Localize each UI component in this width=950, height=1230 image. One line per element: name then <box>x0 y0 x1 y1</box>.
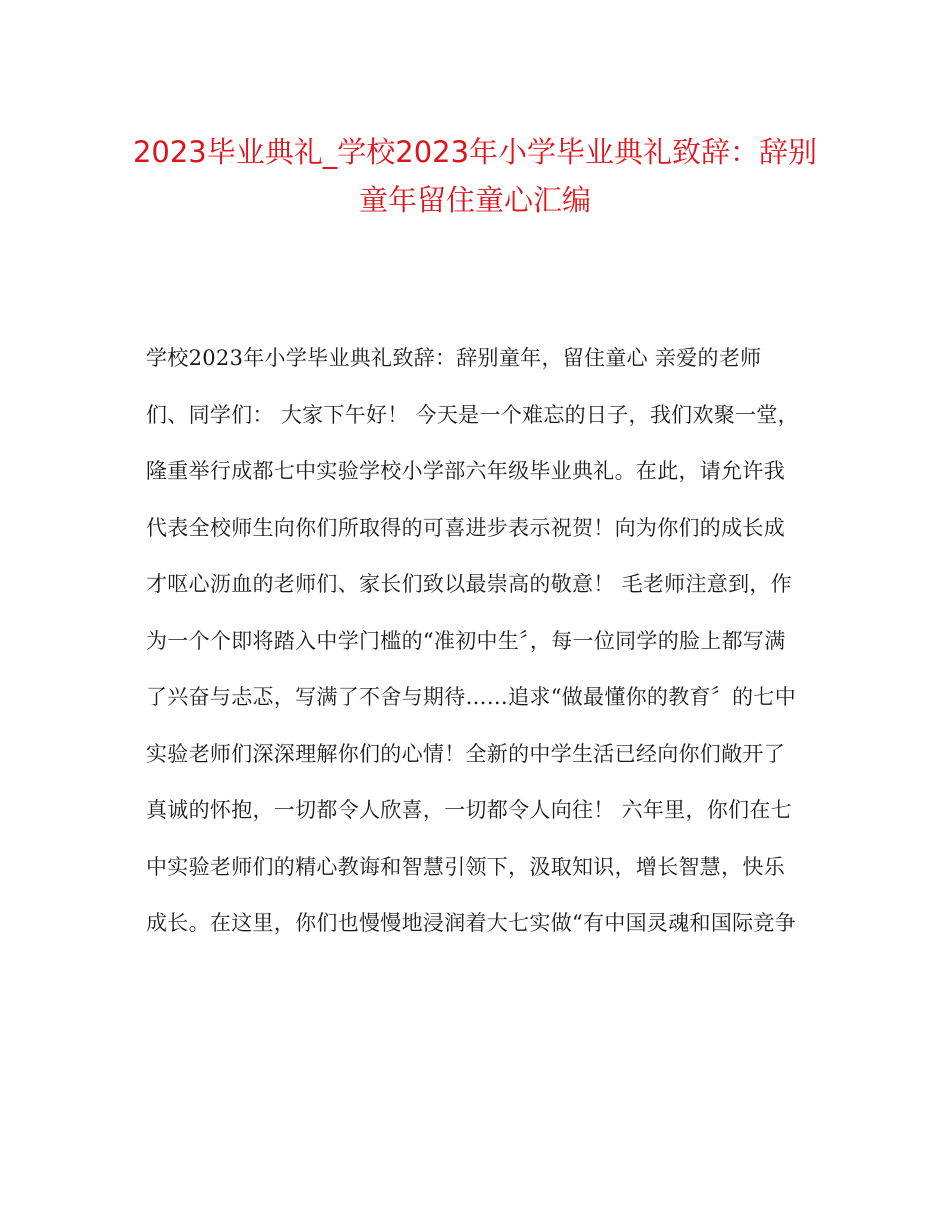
body-line: 成长。在这里，你们也慢慢地浸润着大七实做“有中国灵魂和国际竞争 <box>146 911 797 935</box>
title-line: 2023毕业典礼_学校2023年小学毕业典礼致辞：辞别 <box>132 135 818 169</box>
body-line: 才呕心沥血的老师们、家长们致以最崇高的敬意！ 毛老师注意到，作 <box>146 572 792 596</box>
body-line: 了兴奋与忐忑，写满了不舍与期待……追求“做最懂你的教育〞的七中 <box>146 685 797 709</box>
body-line: 中实验老师们的精心教诲和智慧引领下，汲取知识，增长智慧，快乐 <box>146 854 785 879</box>
body-line: 学校2023年小学毕业典礼致辞：辞别童年，留住童心 亲爱的老师 <box>146 346 762 370</box>
body-line: 隆重举行成都七中实验学校小学部六年级毕业典礼。在此，请允许我 <box>146 459 785 483</box>
body-line: 代表全校师生向你们所取得的可喜进步表示祝贺！向为你们的成长成 <box>146 515 785 540</box>
body-line: 为一个个即将踏入中学门槛的“准初中生〞，每一位同学的脸上都写满 <box>146 628 786 653</box>
document-body <box>146 330 816 952</box>
title-line: 童年留住童心汇编 <box>358 183 591 217</box>
body-line: 们、同学们： 大家下午好！ 今天是一个难忘的日子，我们欢聚一堂， <box>146 402 799 427</box>
document-title <box>60 128 890 224</box>
body-line: 实验老师们深深理解你们的心情！全新的中学生活已经向你们敞开了 <box>146 741 785 766</box>
body-line: 真诚的怀抱，一切都令人欣喜，一切都令人向往！ 六年里，你们在七 <box>146 798 792 822</box>
